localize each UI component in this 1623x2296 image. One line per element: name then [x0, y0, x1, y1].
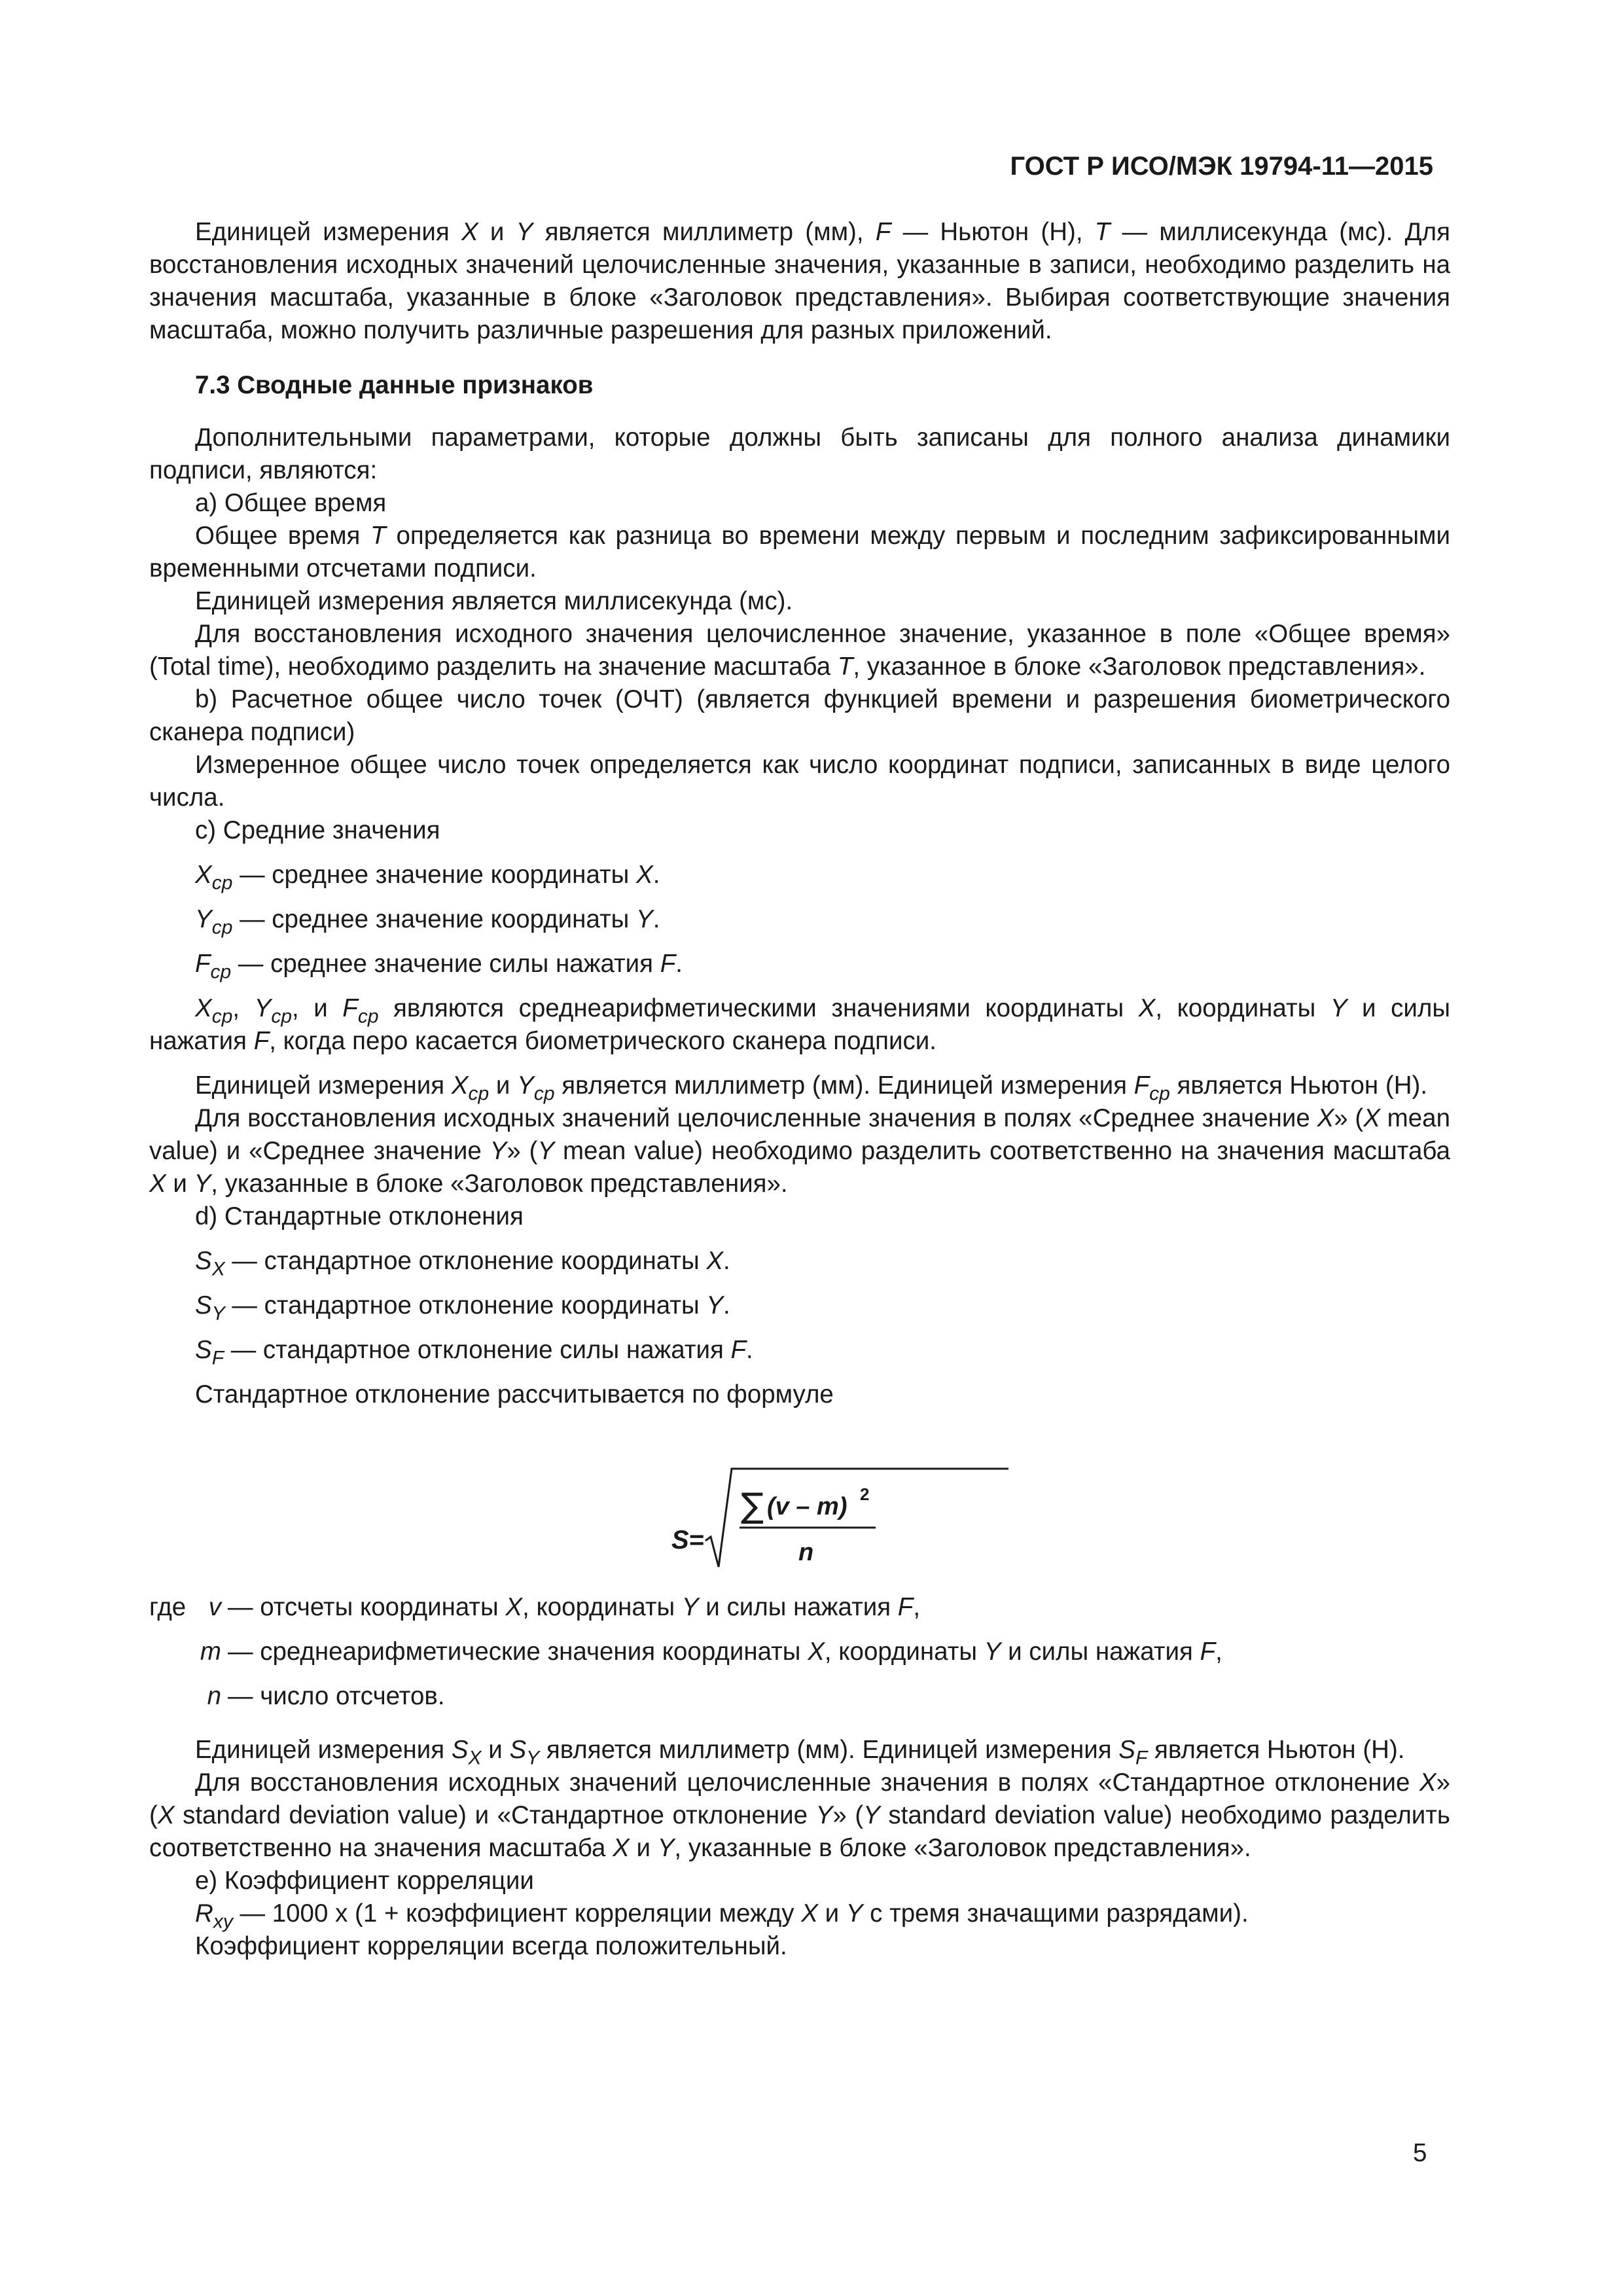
formula-graphic	[671, 1457, 1012, 1578]
std-dev-formula	[149, 1457, 1450, 1578]
where-symbol-m: m	[200, 1638, 221, 1666]
where-desc-m: — среднеарифметические значения координаты X, координаты Y и силы нажатия F,	[228, 1638, 1222, 1666]
sf-definition: $S_F$ — стандартное отклонение силы нажатия F.	[195, 1336, 753, 1369]
item-c-label: c) Средние значения	[195, 816, 440, 844]
total-time-unit: Единицей измерения является миллисекунда (мс).	[195, 587, 793, 615]
formula-numerator: (v – m)	[767, 1493, 847, 1520]
total-time-restore: Для восстановления исходного значения целочисленное значение, указанное в поле «Общее время» (Total time), необходимо разделить на значение масштаба T, указанное в блоке «Заголовок представления».	[149, 620, 1450, 681]
formula-exponent: 2	[860, 1484, 870, 1504]
x-mean-definition: $X_{ср}$ — среднее значение координаты X.	[195, 861, 660, 894]
item-d-label: d) Стандартные отклонения	[195, 1202, 524, 1230]
formula-lhs: S	[671, 1526, 689, 1554]
std-dev-units: Единицей измерения $S_X$ и $S_Y$ является миллиметр (мм). Единицей измерения $S_F$ является Ньютон (Н).	[195, 1736, 1405, 1769]
formula-equals: =	[689, 1526, 705, 1554]
means-summary: $X_{ср}$, $Y_{ср}$, и $F_{ср}$ являются среднеарифметическими значениями координаты X, координаты Y и силы нажатия F, когда перо касается биометрического сканера подписи.	[149, 994, 1450, 1055]
where-symbol-v: v	[208, 1593, 221, 1621]
item-a-label: a) Общее время	[195, 489, 387, 517]
correlation-note: Коэффициент корреляции всегда положительный.	[195, 1932, 787, 1960]
means-units: Единицей измерения $X_{ср}$ и $Y_{ср}$ является миллиметр (мм). Единицей измерения $F_{ср}$ является Ньютон (Н).	[195, 1071, 1428, 1105]
total-time-definition: Общее время T определяется как разница во времени между первым и последним зафиксированными временными отсчетами подписи.	[149, 522, 1450, 583]
section-heading: 7.3 Сводные данные признаков	[195, 371, 594, 399]
sy-definition: $S_Y$ — стандартное отклонение координаты Y.	[195, 1291, 730, 1325]
page-body	[149, 216, 1450, 1963]
where-clause	[149, 1591, 1450, 1713]
sigma-symbol: ∑	[741, 1486, 764, 1526]
rxy-definition: $R_{xy}$ — 1000 x (1 + коэффициент корреляции между X и Y с тремя значащими разрядами).	[195, 1899, 1249, 1933]
page-number: 5	[1413, 2139, 1427, 2167]
where-word: где	[149, 1593, 187, 1621]
where-symbol-n: n	[207, 1682, 221, 1710]
where-desc-v: — отсчеты координаты X, координаты Y и силы нажатия F,	[228, 1593, 921, 1621]
item-b-label: b) Расчетное общее число точек (ОЧТ) (является функцией времени и разрешения биометрического сканера подписи)	[149, 685, 1450, 746]
y-mean-definition: $Y_{ср}$ — среднее значение координаты Y.	[195, 905, 660, 939]
formula-denominator: n	[798, 1539, 814, 1566]
sx-definition: $S_X$ — стандартное отклонение координаты X.	[195, 1247, 730, 1280]
item-e-label: e) Коэффициент корреляции	[195, 1867, 534, 1895]
where-desc-n: — число отсчетов.	[228, 1682, 445, 1710]
std-dev-restore: Для восстановления исходных значений целочисленные значения в полях «Стандартное отклонение X» (X standard deviation value) и «Стандартное отклонение Y» (Y standard deviation value) необходимо разделить соответственно на значения масштаба X и Y, указанные в блоке «Заголовок представления».	[149, 1768, 1450, 1862]
intro-paragraph: Дополнительными параметрами, которые должны быть записаны для полного анализа динамики подписи, являются:	[149, 423, 1450, 484]
document-header: ГОСТ Р ИСО/МЭК 19794-11—2015	[1010, 152, 1433, 181]
means-restore: Для восстановления исходных значений целочисленные значения в полях «Среднее значение X» (X mean value) и «Среднее значение Y» (Y mean value) необходимо разделить соответственно на значения масштаба X и Y, указанные в блоке «Заголовок представления».	[149, 1104, 1451, 1198]
f-mean-definition: $F_{ср}$ — среднее значение силы нажатия F.	[195, 950, 683, 983]
point-count-text: Измеренное общее число точек определяется как число координат подписи, записанных в виде целого числа.	[149, 751, 1450, 812]
formula-intro: Стандартное отклонение рассчитывается по формуле	[195, 1380, 834, 1408]
units-paragraph: Единицей измерения X и Y является миллиметр (мм), F — Ньютон (Н), T — миллисекунда (мс). Для восстановления исходных значений целочисленные значения, указанные в записи, необходимо разделить на значения масштаба, указанные в блоке «Заголовок представления». Выбирая соответствующие значения масштаба, можно получить различные разрешения для разных приложений.	[149, 218, 1450, 344]
